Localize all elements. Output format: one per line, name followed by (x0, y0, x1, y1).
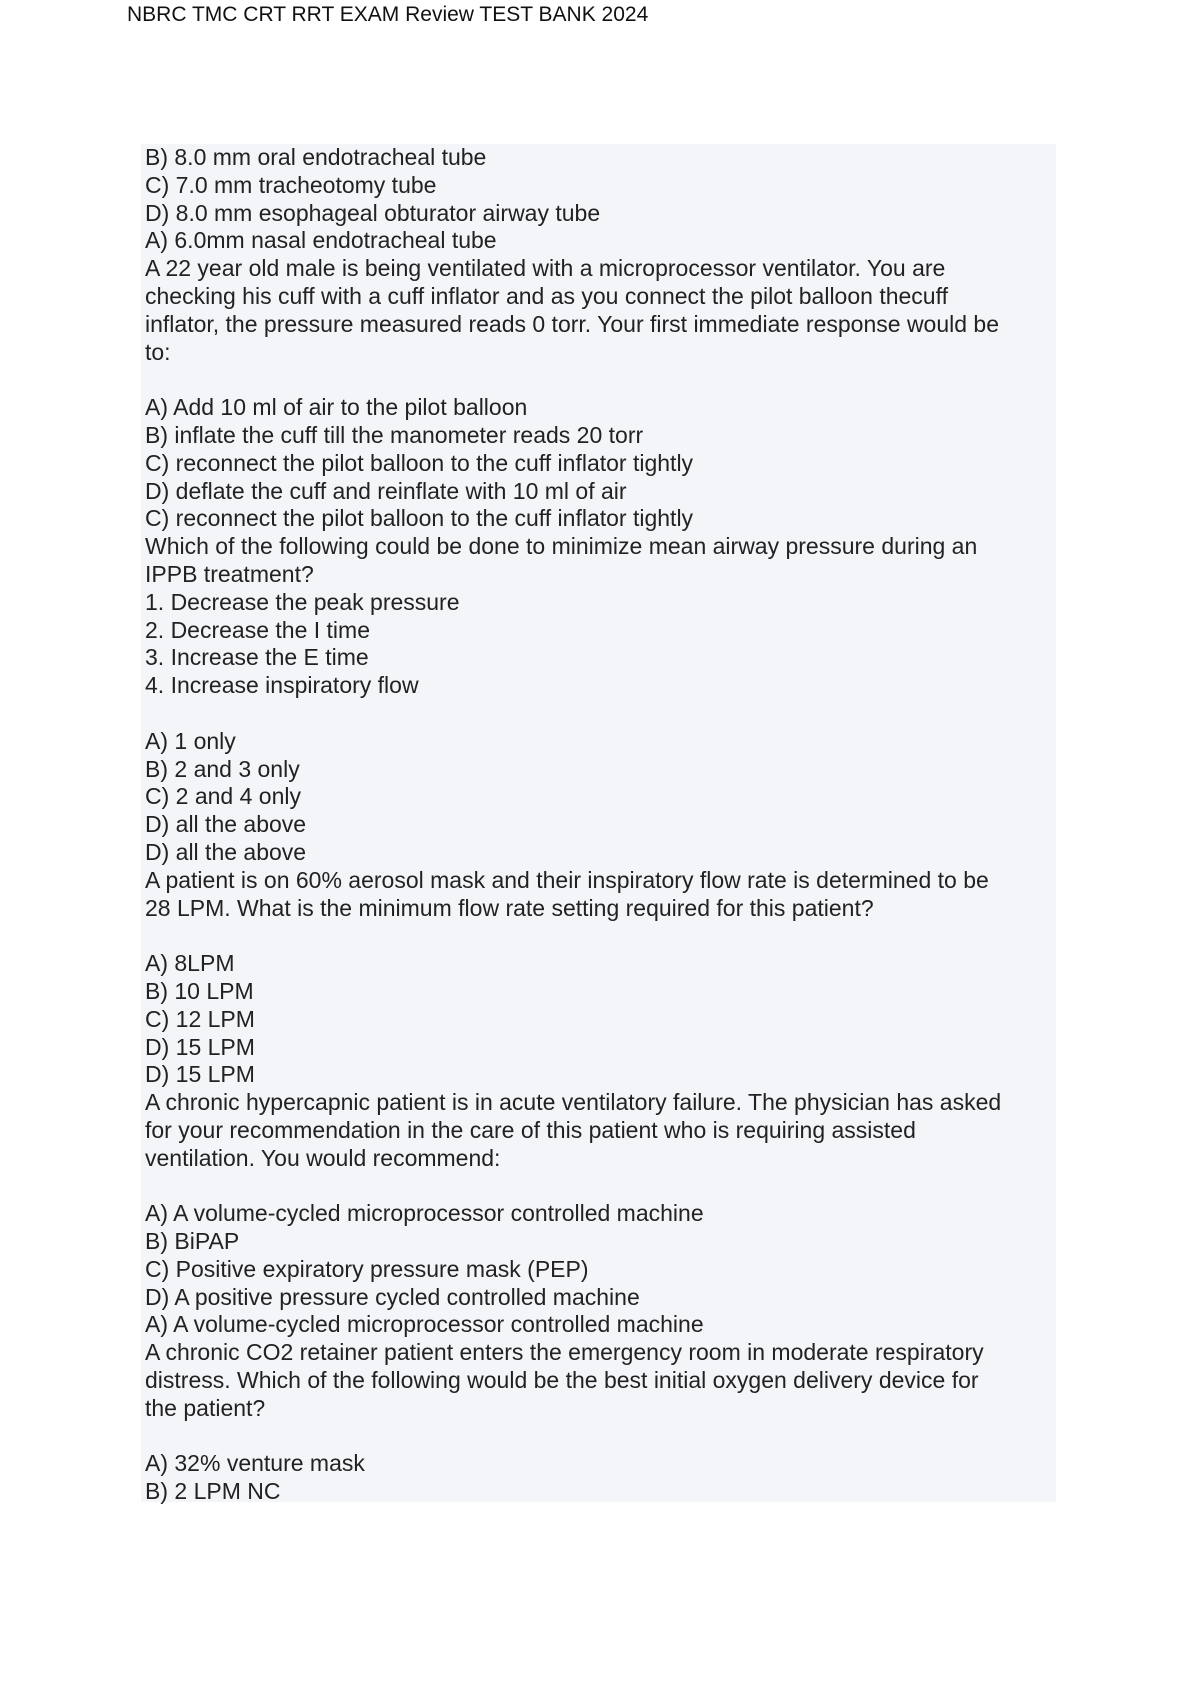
text-line: inflator, the pressure measured reads 0 torr. Your first immediate response would be (145, 310, 1000, 337)
text-line: A) 1 only (145, 727, 236, 754)
text-line: Which of the following could be done to minimize mean airway pressure during an (145, 533, 978, 560)
text-line: D) 8.0 mm esophageal obturator airway tube (145, 199, 601, 226)
page-title: NBRC TMC CRT RRT EXAM Review TEST BANK 2024 (127, 3, 649, 26)
text-lines (145, 144, 1050, 1506)
text-line: checking his cuff with a cuff inflator and as you connect the pilot balloon thecuff (145, 282, 948, 309)
text-line: A) 6.0mm nasal endotracheal tube (145, 227, 497, 254)
text-line: A chronic hypercapnic patient is in acute ventilatory failure. The physician has asked (145, 1089, 1002, 1116)
text-line: 3. Increase the E time (145, 644, 369, 671)
text-line: C) 2 and 4 only (145, 783, 301, 810)
text-line: 4. Increase inspiratory flow (145, 672, 419, 699)
blank-line (145, 1172, 1050, 1200)
text-line: A patient is on 60% aerosol mask and their inspiratory flow rate is determined to be (145, 866, 989, 893)
text-line: C) reconnect the pilot balloon to the cuff inflator tightly (145, 449, 694, 476)
text-line: ventilation. You would recommend: (145, 1144, 501, 1171)
text-line: B) 2 LPM NC (145, 1478, 281, 1505)
text-line: C) reconnect the pilot balloon to the cuff inflator tightly (145, 505, 694, 532)
text-line: A) 32% venture mask (145, 1450, 365, 1477)
text-line: D) 15 LPM (145, 1061, 255, 1088)
text-line: B) BiPAP (145, 1228, 240, 1255)
blank-line (145, 922, 1050, 950)
text-line: A) 8LPM (145, 950, 235, 977)
text-line: 28 LPM. What is the minimum flow rate setting required for this patient? (145, 894, 874, 921)
text-line: to: (145, 338, 171, 365)
text-line: D) deflate the cuff and reinflate with 10 ml of air (145, 477, 627, 504)
question-text-block (141, 144, 1056, 1505)
text-line: B) 10 LPM (145, 977, 254, 1004)
text-line: D) all the above (145, 811, 307, 838)
text-line: D) all the above (145, 838, 307, 865)
text-line: 1. Decrease the peak pressure (145, 588, 460, 615)
text-line: D) A positive pressure cycled controlled machine (145, 1283, 640, 1310)
text-line: B) 8.0 mm oral endotracheal tube (145, 144, 487, 170)
text-line: B) inflate the cuff till the manometer reads 20 torr (145, 421, 644, 448)
text-line: 2. Decrease the I time (145, 616, 370, 643)
blank-line (145, 1423, 1050, 1451)
text-line: for your recommendation in the care of this patient who is requiring assisted (145, 1116, 916, 1143)
text-line: C) 12 LPM (145, 1005, 255, 1032)
text-line: A) A volume-cycled microprocessor controlled machine (145, 1311, 704, 1338)
text-line: A) A volume-cycled microprocessor controlled machine (145, 1200, 704, 1227)
blank-line (145, 700, 1050, 728)
text-line: distress. Which of the following would be the best initial oxygen delivery device for (145, 1367, 979, 1394)
blank-line (145, 366, 1050, 394)
text-line: the patient? (145, 1394, 266, 1421)
text-line: A chronic CO2 retainer patient enters the emergency room in moderate respiratory (145, 1339, 984, 1366)
text-line: IPPB treatment? (145, 560, 314, 587)
text-line: C) Positive expiratory pressure mask (PEP) (145, 1255, 589, 1282)
text-line: C) 7.0 mm tracheotomy tube (145, 171, 437, 198)
text-line: A) Add 10 ml of air to the pilot balloon (145, 394, 528, 421)
text-line: B) 2 and 3 only (145, 755, 300, 782)
text-line: A 22 year old male is being ventilated with a microprocessor ventilator. You are (145, 255, 946, 282)
text-line: D) 15 LPM (145, 1033, 255, 1060)
